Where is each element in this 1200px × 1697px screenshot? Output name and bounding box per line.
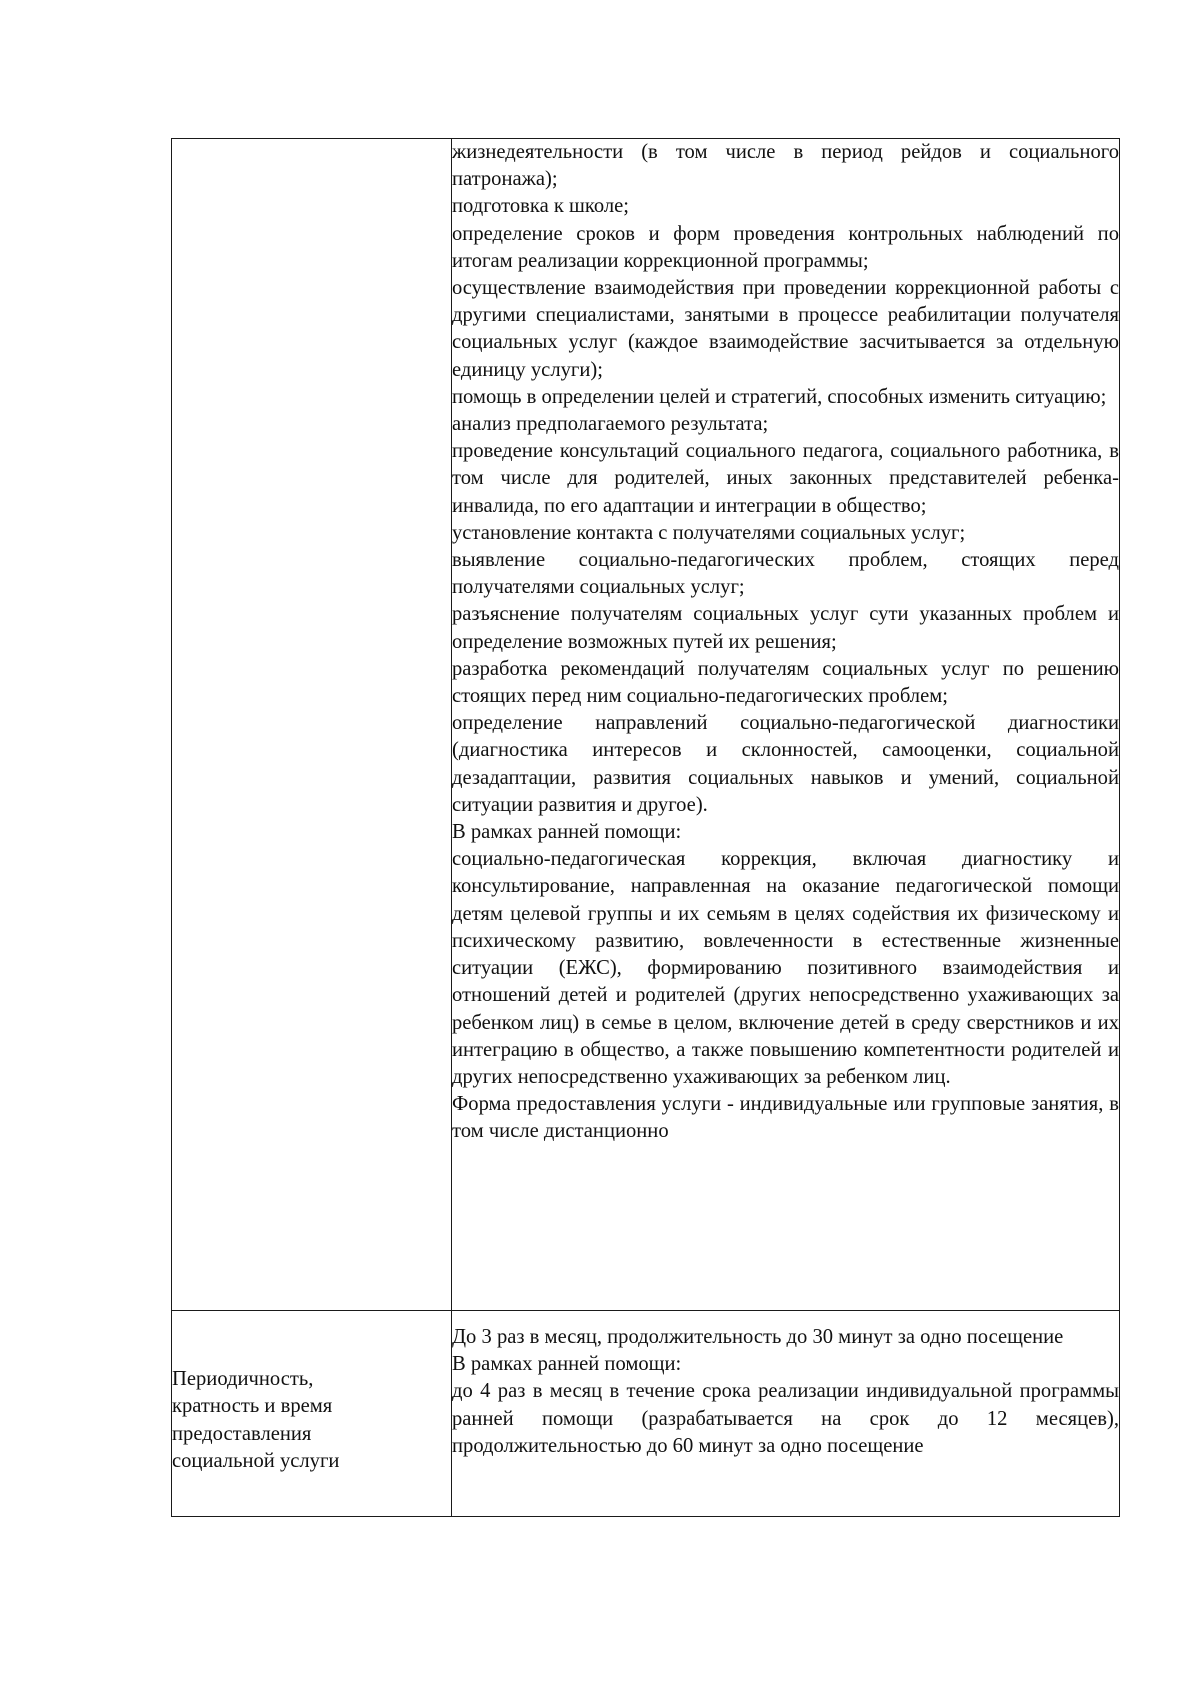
paragraph: До 3 раз в месяц, продолжительность до 30 минут за одно посещение (452, 1326, 1064, 1348)
paragraph: установление контакта с получателями социальных услуг; (452, 521, 966, 544)
paragraph: разъяснение получателям социальных услуг сути указанных проблем и определение возможных путей их решения; (452, 603, 1119, 653)
paragraph: помощь в определении целей и стратегий, способных изменить ситуацию; (452, 385, 1107, 408)
paragraph: определение сроков и форм проведения контрольных наблюдений по итогам реализации коррекционной программы; (452, 222, 1119, 272)
paragraph: проведение консультаций социального педагога, социального работника, в том числе для родителей, иных законных представителей ребенка-инвалида, по его адаптации и интеграции в общество; (452, 440, 1119, 517)
paragraph: подготовка к школе; (452, 195, 630, 218)
paragraph: жизнедеятельности (в том числе в период рейдов и социального патронажа); (452, 141, 1119, 191)
row1-right-cell (452, 139, 1120, 1311)
paragraph: анализ предполагаемого результата; (452, 413, 769, 436)
table-row (172, 139, 1120, 1311)
row-label-line: социальной услуги (172, 1449, 340, 1472)
table-row (172, 1311, 1120, 1517)
paragraph: до 4 раз в месяц в течение срока реализации индивидуальной программы ранней помощи (разрабатывается на срок до 12 месяцев), продолжительностью до 60 минут за одно посещение (452, 1380, 1119, 1457)
paragraph: Форма предоставления услуги - индивидуальные или групповые занятия, в том числе дистанционно (452, 1093, 1119, 1143)
paragraph: определение направлений социально-педагогической диагностики (диагностика интересов и склонностей, самооценки, социальной дезадаптации, развития социальных навыков и умений, социальной ситуации развития и другое). (452, 712, 1119, 816)
paragraph: осуществление взаимодействия при проведении коррекционной работы с другими специалистами, занятыми в процессе реабилитации получателя социальных услуг (каждое взаимодействие засчитывается за отдельную единицу услуги); (452, 277, 1119, 381)
row2-left-cell (172, 1311, 452, 1517)
row1-left-cell (172, 139, 452, 1311)
row2-right-cell (452, 1311, 1120, 1517)
row-label-line: предоставления (172, 1422, 312, 1445)
paragraph: В рамках ранней помощи: (452, 821, 682, 844)
row-label-line: кратность и время (172, 1395, 333, 1418)
paragraph: разработка рекомендаций получателям социальных услуг по решению стоящих перед ним социально-педагогических проблем; (452, 657, 1119, 708)
row-label-line: Периодичность, (172, 1368, 314, 1391)
paragraph: социально-педагогическая коррекция, включая диагностику и консультирование, направленная на оказание педагогической помощи детям целевой группы и их семьям в целях содействия их физическому и психическому развитию, вовлеченности в естественные жизненные ситуации (ЕЖС), формированию позитивного взаимодействия и отношений детей и родителей (других непосредственно ухаживающих за ребенком лиц) в семье в целом, включение детей в среду сверстников и их интеграцию в общество, а также повышению компетентности родителей и других непосредственно ухаживающих за ребенком лиц. (452, 848, 1119, 1088)
paragraph: В рамках ранней помощи: (452, 1353, 682, 1376)
service-table (171, 138, 1120, 1517)
paragraph: выявление социально-педагогических проблем, стоящих перед получателями социальных услуг; (452, 549, 1119, 599)
